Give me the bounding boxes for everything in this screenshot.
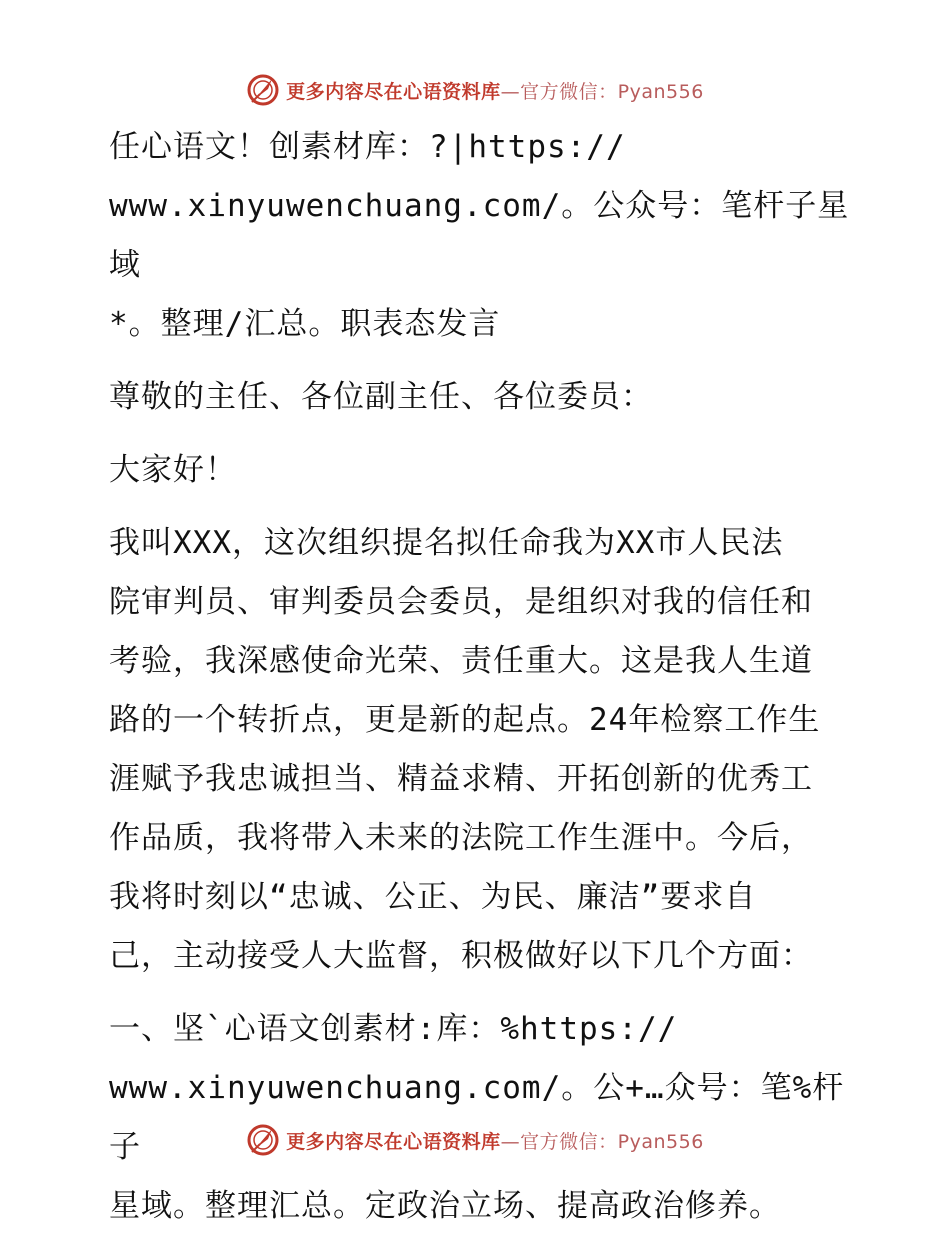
document-body xyxy=(97,118,867,1250)
paragraph-point-one: 一、坚`心语文创素材:库：%https:// www.xinyuwenchuang.com/。公+…众号：笔%杆子 星域。整理汇总。定政治立场、提高政治修养。 xyxy=(109,1011,845,1224)
footer-banner-sub: 官方微信：Pyan556 xyxy=(520,1130,704,1153)
paragraph-greeting: 大家好！ xyxy=(109,452,237,488)
footer-banner xyxy=(0,1120,950,1160)
paragraph-body: 我叫XXX，这次组织提名拟任命我为XX市人民法 院审判员、审判委员会委员，是组织对我的信任和 考验，我深感使命光荣、责任重大。这是我人生道 路的一个转折点，更是新的起点。24年检察工作生 涯赋予我忠诚担当、精益求精、开拓创新的优秀工 作品质，我将带入未来的法院工作生涯中。今后， 我将时刻以“忠诚、公正、为民、廉洁”要求自 己，主动接受人大监督，积极做好以下几个方面： xyxy=(109,525,821,974)
header-banner-main: 更多内容尽在心语资料库 xyxy=(286,80,501,103)
header-banner-separator: — xyxy=(500,80,521,103)
footer-banner-main: 更多内容尽在心语资料库 xyxy=(286,1130,501,1153)
paragraph-salutation: 尊敬的主任、各位副主任、各位委员： xyxy=(109,379,653,415)
footer-banner-separator: — xyxy=(500,1130,521,1153)
header-banner-sub: 官方微信：Pyan556 xyxy=(520,80,704,103)
paragraph-intro: 任心语文！创素材库：?|https:// www.xinyuwenchuang.com/。公众号：笔杆子星域 *。整理/汇总。职表态发言 xyxy=(109,129,850,342)
header-banner xyxy=(0,70,950,110)
quill-logo-icon xyxy=(246,73,280,107)
quill-logo-icon xyxy=(246,1123,280,1157)
